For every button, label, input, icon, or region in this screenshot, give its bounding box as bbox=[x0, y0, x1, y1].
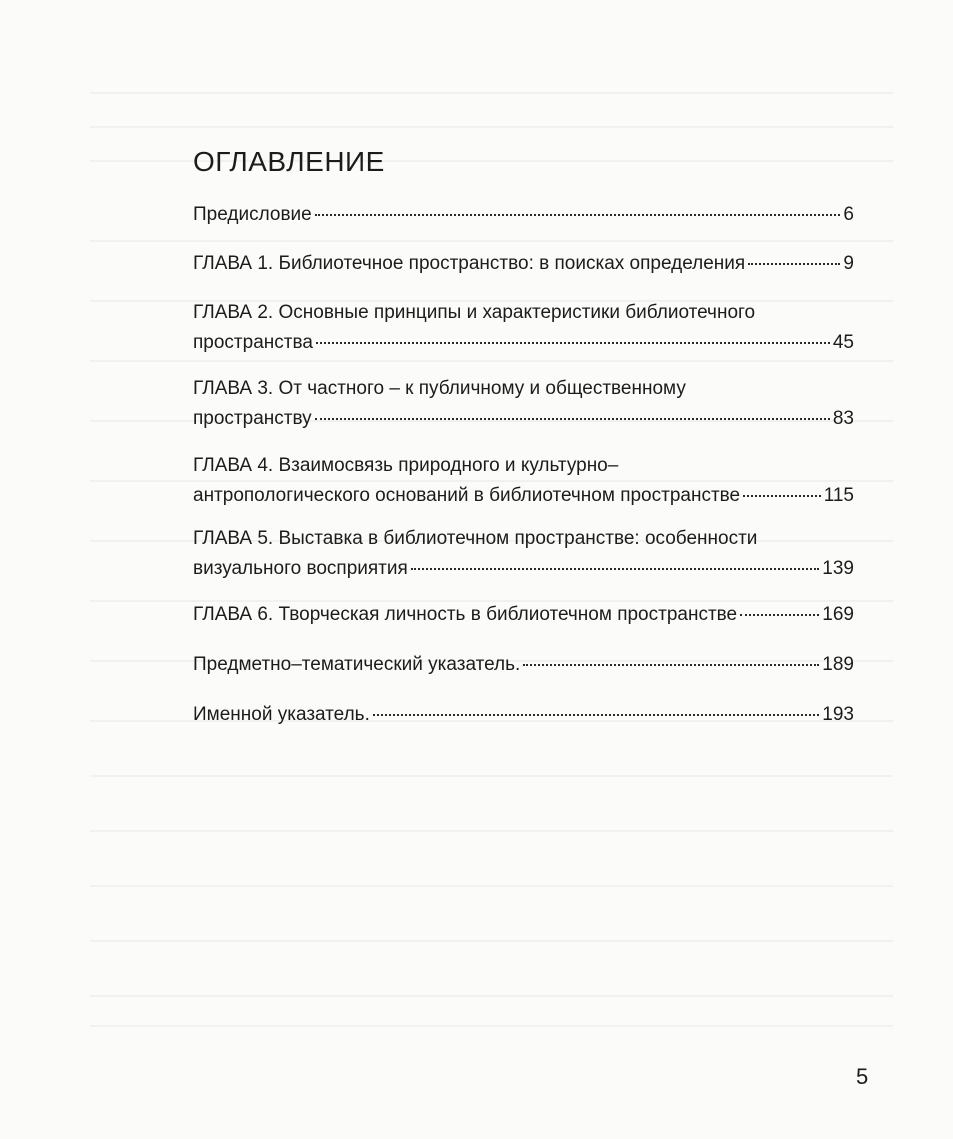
toc-entry-page: 139 bbox=[822, 558, 854, 579]
toc-entry-title: ГЛАВА 6. Творческая личность в библиотечном пространстве bbox=[193, 604, 738, 625]
page-number: 5 bbox=[856, 1064, 869, 1089]
toc-entry-page: 115 bbox=[823, 485, 854, 506]
toc-entry-title: Предисловие bbox=[193, 204, 312, 225]
toc-entry-title-line1: ГЛАВА 3. От частного – к публичному и общественному bbox=[193, 378, 686, 399]
dot-leader bbox=[740, 614, 819, 616]
toc-entry-name-index[interactable] bbox=[193, 700, 854, 730]
dot-leader bbox=[315, 214, 841, 216]
toc-entry-title: пространства bbox=[193, 332, 313, 353]
toc-entry-title-line1: ГЛАВА 2. Основные принципы и характеристики библиотечного bbox=[193, 302, 756, 323]
toc-entry-page: 9 bbox=[843, 253, 854, 274]
toc-entry-page: 189 bbox=[822, 654, 854, 675]
dot-leader bbox=[316, 342, 830, 344]
toc-entry-chapter-1[interactable] bbox=[193, 249, 854, 279]
dot-leader bbox=[373, 714, 819, 716]
dot-leader bbox=[743, 495, 821, 497]
toc-entry-title: Именной указатель. bbox=[193, 704, 370, 725]
toc-entry-chapter-3[interactable] bbox=[193, 374, 854, 434]
toc-entry-chapter-4[interactable] bbox=[193, 451, 854, 511]
toc-entry-title-line1: ГЛАВА 5. Выставка в библиотечном пространстве: особенности bbox=[193, 528, 758, 549]
dot-leader bbox=[523, 664, 819, 666]
toc-entry-title: визуального восприятия bbox=[193, 558, 408, 579]
toc-entry-title: пространству bbox=[193, 408, 312, 429]
page-title: ОГЛАВЛЕНИЕ bbox=[193, 146, 385, 177]
toc-entry-title: антропологического оснований в библиотечном пространстве bbox=[193, 485, 741, 506]
toc-entry-subject-index[interactable] bbox=[193, 650, 854, 680]
toc-entry-page: 83 bbox=[832, 408, 854, 429]
toc-entry-chapter-5[interactable] bbox=[193, 524, 854, 584]
toc-entry-chapter-2[interactable] bbox=[193, 298, 854, 358]
toc-entry-title: ГЛАВА 1. Библиотечное пространство: в поисках определения bbox=[193, 253, 746, 274]
toc-entry-title-line1: ГЛАВА 4. Взаимосвязь природного и культурно– bbox=[193, 455, 619, 476]
toc-entry-chapter-6[interactable] bbox=[193, 600, 854, 630]
dot-leader bbox=[748, 263, 840, 265]
toc-entry-page: 6 bbox=[843, 204, 854, 225]
toc-entry-preface[interactable] bbox=[193, 200, 854, 230]
toc-entry-page: 45 bbox=[832, 332, 854, 353]
toc-entry-page: 169 bbox=[822, 604, 854, 625]
toc-entry-page: 193 bbox=[822, 704, 854, 725]
dot-leader bbox=[315, 418, 830, 420]
toc-entry-title: Предметно–тематический указатель. bbox=[193, 654, 521, 675]
dot-leader bbox=[411, 568, 820, 570]
